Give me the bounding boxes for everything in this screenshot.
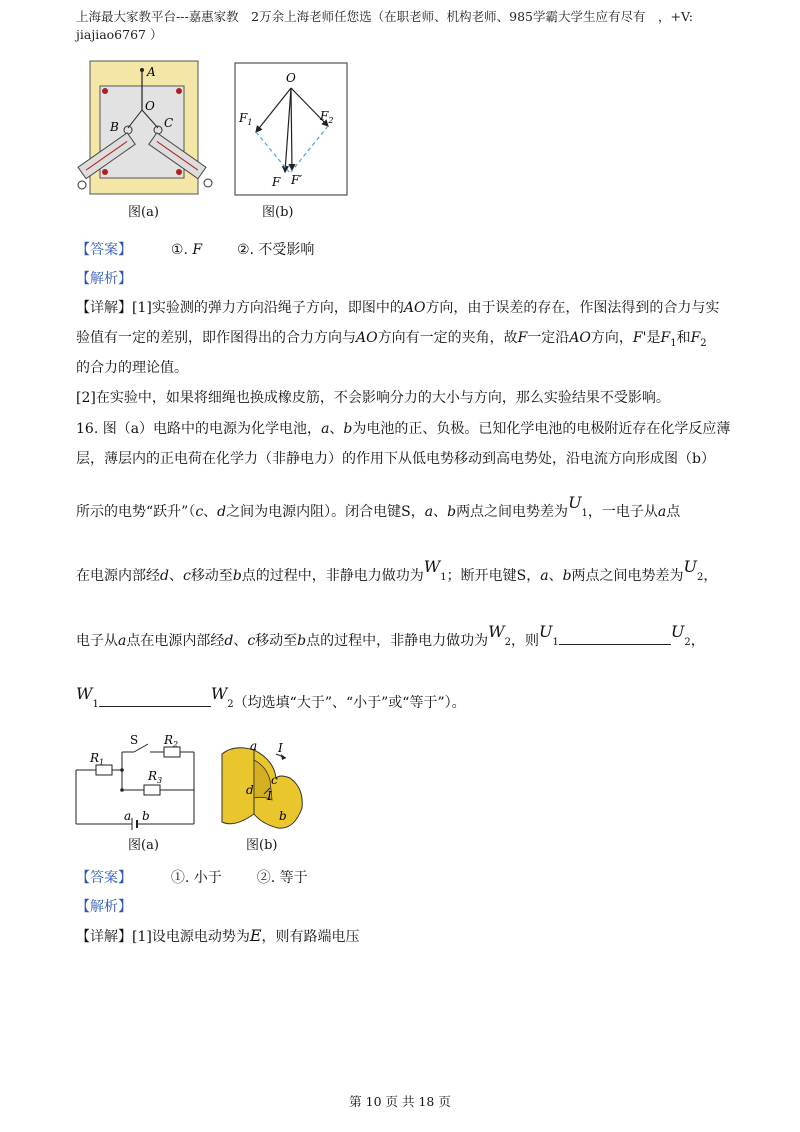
label-I-top: I (278, 741, 283, 755)
label-a: a (250, 739, 258, 753)
q16-answer-row: 【答案】 ①. 小于 ②. 等于 (76, 870, 308, 886)
label-a: a (124, 809, 132, 823)
blank-2[interactable] (99, 692, 211, 707)
q16-analysis-tag: 【解析】 (76, 899, 132, 915)
q16-line1: 16. 图（a）电路中的电源为化学电池，a、b为电池的正、负极。已知化学电池的电极附近存在化学反应薄 (76, 421, 731, 437)
q16-line4: 在电源内部经d、c移动至b点的过程中，非静电力做功为$W_1$；断开电键S，a、b两点之间电势差为$U_2$， (76, 557, 718, 584)
page-header: 上海最大家教平台---嘉惠家教 2万余上海老师任您选（在职老师、机构老师、985学霸大学生应有尽有 ，+V: jiajiao6767 ） (76, 9, 693, 42)
q15-detail-line4: [2]在实验中，如果将细绳也换成橡皮筋，不会影响分力的大小与方向，那么实验结果不受影响。 (76, 390, 670, 406)
label-F1: $F_1$ (239, 111, 253, 127)
label-F-prime: F′ (291, 173, 303, 187)
label-R2: $R_2$ (164, 734, 179, 749)
label-O: O (286, 71, 296, 85)
label-R3: $R_3$ (148, 769, 163, 785)
q15-analysis-tag: 【解析】 (76, 271, 132, 287)
q16-line6: $W_1W_2$（均选填“大于”、“小于”或“等于”）。 (76, 684, 466, 711)
q16-line3: 所示的电势“跃升”（c、d之间为电源内阻）。闭合电键S，a、b两点之间电势差为$U_1$，一电子从a点 (76, 493, 681, 520)
q16-line5: 电子从a点在电源内部经d、c移动至b点的过程中，非静电力做功为$W_2$，则$U_1U_2$， (76, 622, 705, 649)
label-C: C (164, 116, 174, 130)
q15-detail-line2: 验值有一定的差别，即作图得出的合力方向与AO方向有一定的夹角，故F一定沿AO方向，F'是$F_1$和$F_2$ (76, 330, 707, 349)
fig-a-caption: 图(a) (128, 205, 159, 220)
label-b: b (142, 809, 150, 823)
q15-answer-row: 【答案】 ①. F ②. 不受影响 (76, 242, 315, 258)
label-I-mid: I (267, 789, 272, 803)
label-F: F (272, 175, 281, 189)
q16-line2: 层，薄层内的正电荷在化学力（非静电力）的作用下从低电势移动到高电势处，沿电流方向形成图（b） (76, 451, 715, 467)
answer-tag: 【答案】 (76, 242, 132, 258)
label-R1: $R_1$ (90, 751, 105, 767)
q16-fig-a-caption: 图(a) (128, 838, 159, 853)
label-S: S (130, 734, 139, 747)
label-O: O (145, 99, 155, 113)
q16-detail-line1: 【详解】[1]设电源电动势为E，则有路端电压 (76, 926, 360, 945)
q15-detail-line1: 【详解】[1]实验测的弹力方向沿绳子方向，即图中的AO方向，由于误差的存在，作图法得到的合力与实 (76, 300, 720, 316)
page-footer: 第 10 页 共 18 页 (349, 1094, 451, 1109)
fig-b-caption: 图(b) (262, 205, 294, 220)
force-board-figure-a (72, 58, 220, 200)
q16-fig-b-caption: 图(b) (246, 838, 278, 853)
label-A: A (147, 65, 156, 79)
label-F2: $F_2$ (320, 109, 334, 125)
label-B: B (110, 120, 119, 134)
label-d: d (246, 783, 254, 797)
potential-cylinder-figure-b (214, 738, 310, 834)
blank-1[interactable] (559, 630, 671, 645)
label-b: b (279, 809, 287, 823)
force-parallelogram-figure-b (234, 62, 348, 196)
label-c: c (271, 773, 278, 787)
circuit-figure-a (72, 734, 202, 832)
q15-detail-line3: 的合力的理论值。 (76, 360, 188, 376)
